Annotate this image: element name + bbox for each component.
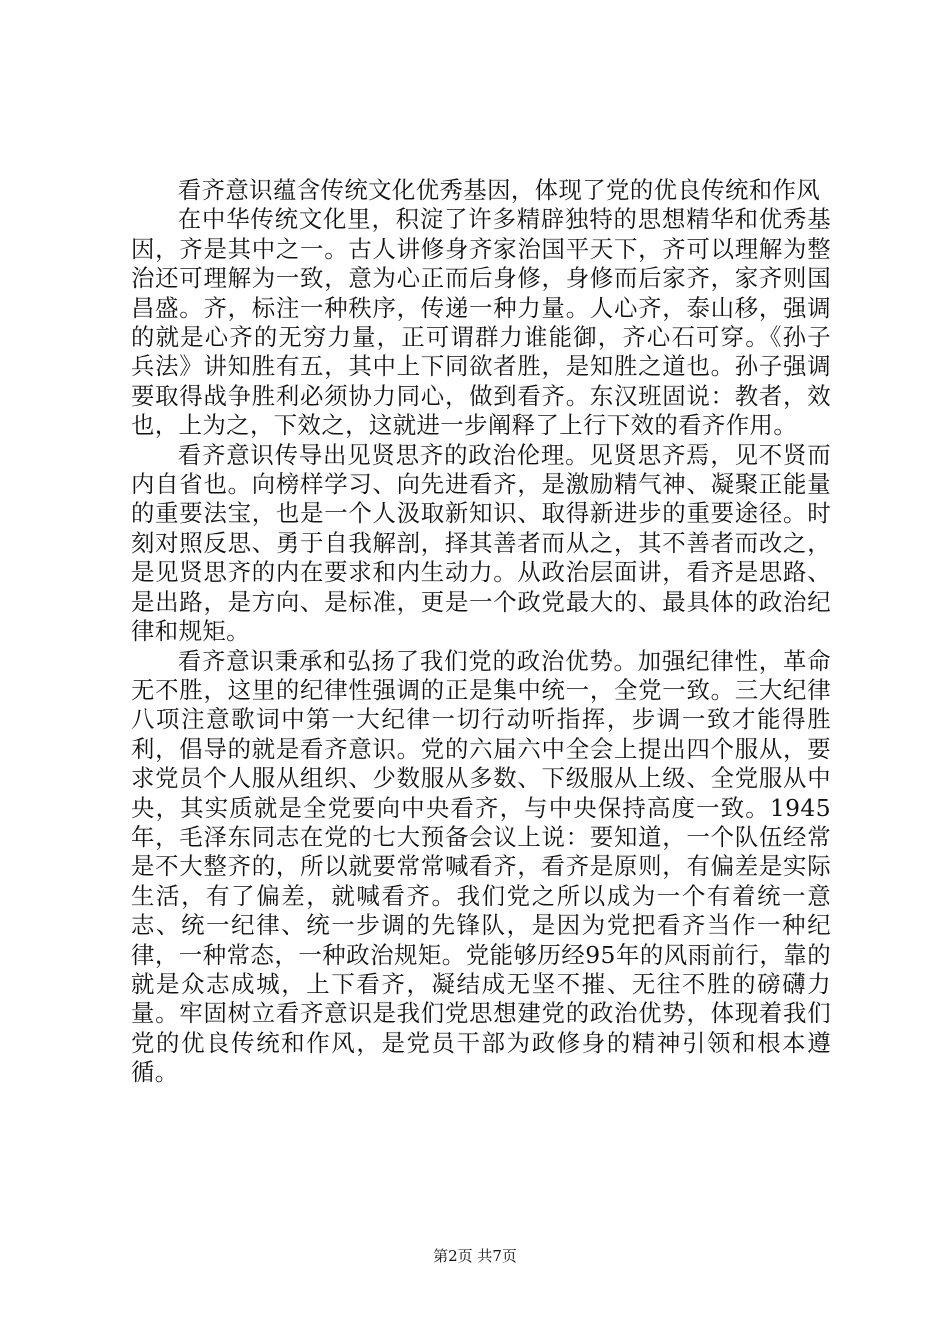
document-body (131, 176, 831, 1088)
paragraph: 看齐意识秉承和弘扬了我们党的政治优势。加强纪律性，革命无不胜，这里的纪律性强调的正是集中统一，全党一致。三大纪律八项注意歌词中第一大纪律一切行动听指挥，步调一致才能得胜利，倡导的就是看齐意识。党的六届六中全会上提出四个服从，要求党员个人服从组织、少数服从多数、下级服从上级、全党服从中央，其实质就是全党要向中央看齐，与中央保持高度一致。1945年，毛泽东同志在党的七大预备会议上说：要知道，一个队伍经常是不大整齐的，所以就要常常喊看齐，看齐是原则，有偏差是实际生活，有了偏差，就喊看齐。我们党之所以成为一个有着统一意志、统一纪律、统一步调的先锋队，是因为党把看齐当作一种纪律，一种常态，一种政治规矩。党能够历经95年的风雨前行，靠的就是众志成城，上下看齐，凝结成无坚不摧、无往不胜的磅礴力量。牢固树立看齐意识是我们党思想建党的政治优势，体现着我们党的优良传统和作风，是党员干部为政修身的精神引领和根本遵循。 (131, 646, 831, 1087)
paragraph: 在中华传统文化里，积淀了许多精辟独特的思想精华和优秀基因，齐是其中之一。古人讲修身齐家治国平天下，齐可以理解为整治还可理解为一致，意为心正而后身修，身修而后家齐，家齐则国昌盛。齐，标注一种秩序，传递一种力量。人心齐，泰山移，强调的就是心齐的无穷力量，正可谓群力谁能御，齐心石可穿。《孙子兵法》讲知胜有五，其中上下同欲者胜，是知胜之道也。孙子强调要取得战争胜利必须协力同心，做到看齐。东汉班固说：教者，效也，上为之，下效之，这就进一步阐释了上行下效的看齐作用。 (131, 205, 831, 440)
section-heading: 看齐意识蕴含传统文化优秀基因，体现了党的优良传统和作风 (177, 176, 821, 204)
paragraph: 看齐意识传导出见贤思齐的政治伦理。见贤思齐焉，见不贤而内自省也。向榜样学习、向先进看齐，是激励精气神、凝聚正能量的重要法宝，也是一个人汲取新知识、取得新进步的重要途径。时刻对照反思、勇于自我解剖，择其善者而从之，其不善者而改之，是见贤思齐的内在要求和内生动力。从政治层面讲，看齐是思路、是出路，是方向、是标准，更是一个政党最大的、最具体的政治纪律和规矩。 (131, 440, 831, 646)
page-footer: 第2页 共7页 (433, 1247, 517, 1265)
